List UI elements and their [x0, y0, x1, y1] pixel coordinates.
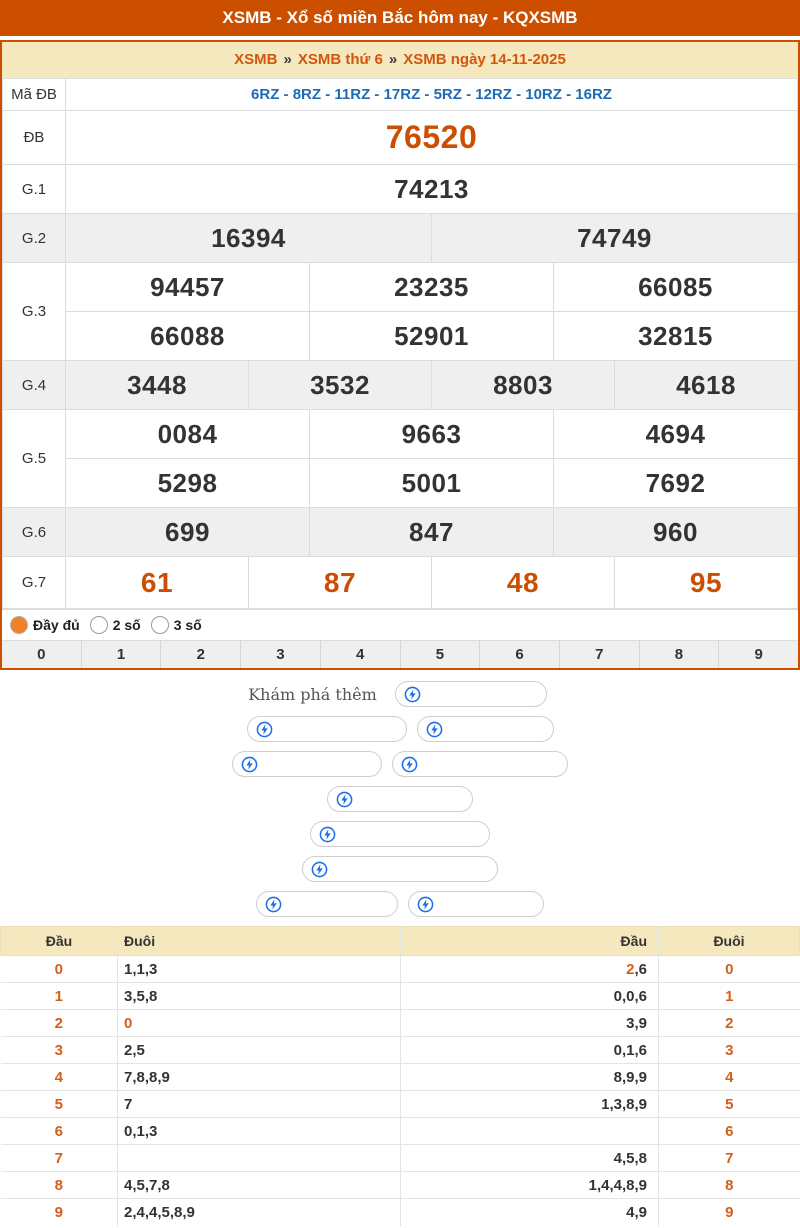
dau-left-cell: 7: [1, 1145, 118, 1172]
stats-header: Đuôi: [118, 927, 401, 956]
prize-number: 9663: [310, 410, 554, 459]
explore-row: [0, 856, 800, 882]
prize-number: 4618: [615, 361, 798, 410]
table-row: [1, 1118, 800, 1145]
explore-pill[interactable]: [392, 751, 568, 777]
dau-right-cell: 1,4,4,8,9: [401, 1172, 659, 1199]
breadcrumb: [2, 42, 798, 78]
explore-row: [0, 716, 800, 742]
filter-option-label: 3 số: [173, 617, 202, 633]
explore-pill[interactable]: [310, 821, 490, 847]
duoi-left-cell: 0,1,3: [118, 1118, 401, 1145]
duoi-left-cell: 7,8,8,9: [118, 1064, 401, 1091]
duoi-right-cell: 3: [659, 1037, 800, 1064]
dau-right-cell: 4,5,8: [401, 1145, 659, 1172]
radio-icon[interactable]: [151, 616, 169, 634]
prize-number: 7692: [554, 459, 798, 508]
table-row: [1, 983, 800, 1010]
dau-left-cell: 6: [1, 1118, 118, 1145]
dau-right-cell: 0,0,6: [401, 983, 659, 1010]
duoi-left-cell: 2,4,4,5,8,9: [118, 1199, 401, 1226]
table-row: [1, 1064, 800, 1091]
prize-number: 5298: [66, 459, 310, 508]
prize-label: G.1: [3, 165, 66, 214]
table-row: [1, 1199, 800, 1226]
dau-left-cell: 8: [1, 1172, 118, 1199]
prize-number: 16394: [66, 214, 432, 263]
breadcrumb-link[interactable]: XSMB: [234, 51, 278, 68]
breadcrumb-separator: »: [283, 51, 292, 68]
duoi-right-cell: 6: [659, 1118, 800, 1145]
table-row: [1, 956, 800, 983]
dau-left-cell: 9: [1, 1199, 118, 1226]
radio-selected-icon[interactable]: [10, 616, 28, 634]
duoi-left-cell: 2,5: [118, 1037, 401, 1064]
breadcrumb-link[interactable]: XSMB ngày 14-11-2025: [403, 51, 566, 68]
digit-tab-4[interactable]: 4: [320, 641, 400, 668]
prize-row-g3: [3, 263, 798, 312]
flash-circle-icon: [426, 721, 443, 738]
head-tail-stats-table: [0, 926, 800, 1226]
explore-row: [0, 751, 800, 777]
duoi-right-cell: 7: [659, 1145, 800, 1172]
prize-number: 3532: [249, 361, 432, 410]
prize-number: 23235: [310, 263, 554, 312]
dau-right-cell: 4,9: [401, 1199, 659, 1226]
flash-circle-icon: [241, 756, 258, 773]
digit-tab-7[interactable]: 7: [559, 641, 639, 668]
prize-label: Mã ĐB: [3, 79, 66, 111]
digit-tab-6[interactable]: 6: [479, 641, 559, 668]
prize-number: 61: [66, 557, 249, 609]
dau-right-cell: 0,1,6: [401, 1037, 659, 1064]
digit-tab-3[interactable]: 3: [240, 641, 320, 668]
filter-option-label: Đầy đủ: [33, 617, 80, 633]
dau-left-cell: 2: [1, 1010, 118, 1037]
prize-row-db: [3, 111, 798, 165]
flash-circle-icon: [256, 721, 273, 738]
filter-option-1[interactable]: [90, 616, 141, 634]
prize-number: 4694: [554, 410, 798, 459]
explore-pill[interactable]: [247, 716, 407, 742]
flash-circle-icon: [404, 686, 421, 703]
prize-row-ma-db: [3, 79, 798, 111]
prize-label: ĐB: [3, 111, 66, 165]
prize-number: 48: [432, 557, 615, 609]
explore-section: [0, 670, 800, 917]
duoi-right-cell: 9: [659, 1199, 800, 1226]
prize-number: 52901: [310, 312, 554, 361]
flash-circle-icon: [265, 896, 282, 913]
flash-circle-icon: [401, 756, 418, 773]
prize-label: G.6: [3, 508, 66, 557]
prize-number: 8803: [432, 361, 615, 410]
digit-tabs: [2, 640, 798, 668]
duoi-right-cell: 0: [659, 956, 800, 983]
prize-number: 32815: [554, 312, 798, 361]
prize-label: G.5: [3, 410, 66, 508]
table-row: [1, 1091, 800, 1118]
prize-number: 74213: [66, 165, 798, 214]
prize-number: 66085: [554, 263, 798, 312]
radio-icon[interactable]: [90, 616, 108, 634]
digit-tab-0[interactable]: 0: [37, 646, 46, 663]
digit-tab-2[interactable]: 2: [160, 641, 240, 668]
flash-circle-icon: [417, 896, 434, 913]
flash-circle-icon: [319, 826, 336, 843]
prize-row-g4: [3, 361, 798, 410]
digit-tab-5[interactable]: 5: [400, 641, 480, 668]
flash-circle-icon: [311, 861, 328, 878]
stats-header: Đầu: [401, 927, 659, 956]
prize-label: G.3: [3, 263, 66, 361]
dau-right-cell: 1,3,8,9: [401, 1091, 659, 1118]
prize-label: G.2: [3, 214, 66, 263]
results-panel: [0, 40, 800, 670]
filter-option-0[interactable]: [10, 616, 80, 634]
explore-pill[interactable]: [395, 681, 547, 707]
duoi-left-cell: 4,5,7,8: [118, 1172, 401, 1199]
stats-header-row: [1, 927, 800, 956]
table-row: [1, 1145, 800, 1172]
duoi-left-cell: 7: [118, 1091, 401, 1118]
prize-row-g5: [3, 459, 798, 508]
prize-number: 74749: [432, 214, 798, 263]
breadcrumb-link[interactable]: XSMB thứ 6: [297, 51, 383, 68]
dau-left-cell: 1: [1, 983, 118, 1010]
table-row: [1, 1172, 800, 1199]
prize-number: 3448: [66, 361, 249, 410]
prize-number: 66088: [66, 312, 310, 361]
explore-pill[interactable]: [327, 786, 473, 812]
breadcrumb-separator: »: [388, 51, 398, 68]
duoi-right-cell: 1: [659, 983, 800, 1010]
prize-number: 960: [554, 508, 798, 557]
dau-right-cell: 8,9,9: [401, 1064, 659, 1091]
prize-row-g7: [3, 557, 798, 609]
duoi-right-cell: 2: [659, 1010, 800, 1037]
duoi-right-cell: 8: [659, 1172, 800, 1199]
prize-number: 94457: [66, 263, 310, 312]
page-title: XSMB - Xổ số miền Bắc hôm nay - KQXSMB: [0, 0, 800, 36]
dau-left-cell: 3: [1, 1037, 118, 1064]
explore-row: [0, 891, 800, 917]
filter-option-2[interactable]: [151, 616, 202, 634]
prize-number: 87: [249, 557, 432, 609]
duoi-left-cell: [118, 1145, 401, 1172]
prize-label: G.4: [3, 361, 66, 410]
explore-pill[interactable]: [302, 856, 498, 882]
digit-tab-9[interactable]: 9: [718, 641, 798, 668]
duoi-right-cell: 5: [659, 1091, 800, 1118]
dau-right-cell: 2,6: [401, 956, 659, 983]
digit-tab-1[interactable]: 1: [81, 641, 161, 668]
prize-number: 847: [310, 508, 554, 557]
prize-row-g5: [3, 410, 798, 459]
table-row: [1, 1010, 800, 1037]
prize-label: G.7: [3, 557, 66, 609]
explore-row: [0, 821, 800, 847]
duoi-right-cell: 4: [659, 1064, 800, 1091]
explore-pill[interactable]: [408, 891, 544, 917]
display-filter: [2, 609, 798, 640]
prize-row-g2: [3, 214, 798, 263]
explore-pill[interactable]: [256, 891, 398, 917]
digit-tab-8[interactable]: 8: [639, 641, 719, 668]
stats-header: Đầu: [1, 927, 118, 956]
explore-pill[interactable]: [232, 751, 382, 777]
prize-number: 699: [66, 508, 310, 557]
prize-row-g6: [3, 508, 798, 557]
filter-option-label: 2 số: [112, 617, 141, 633]
explore-row: [0, 786, 800, 812]
dau-right-cell: 3,9: [401, 1010, 659, 1037]
explore-pill[interactable]: [417, 716, 554, 742]
prize-number: 76520: [66, 111, 798, 165]
dau-right-cell: [401, 1118, 659, 1145]
prize-row-g3: [3, 312, 798, 361]
stats-header: Đuôi: [659, 927, 800, 956]
results-table: [2, 78, 798, 609]
explore-row: [0, 681, 800, 707]
prize-number: 5001: [310, 459, 554, 508]
duoi-left-cell: 3,5,8: [118, 983, 401, 1010]
prize-number: 95: [615, 557, 798, 609]
dau-left-cell: 4: [1, 1064, 118, 1091]
dau-left-cell: 0: [1, 956, 118, 983]
special-prize-codes: 6RZ - 8RZ - 11RZ - 17RZ - 5RZ - 12RZ - 10RZ - 16RZ: [66, 79, 798, 111]
explore-label: Khám phá thêm: [248, 684, 377, 704]
duoi-left-cell: 0: [118, 1010, 401, 1037]
flash-circle-icon: [336, 791, 353, 808]
dau-left-cell: 5: [1, 1091, 118, 1118]
prize-row-g1: [3, 165, 798, 214]
duoi-left-cell: 1,1,3: [118, 956, 401, 983]
table-row: [1, 1037, 800, 1064]
prize-number: 0084: [66, 410, 310, 459]
